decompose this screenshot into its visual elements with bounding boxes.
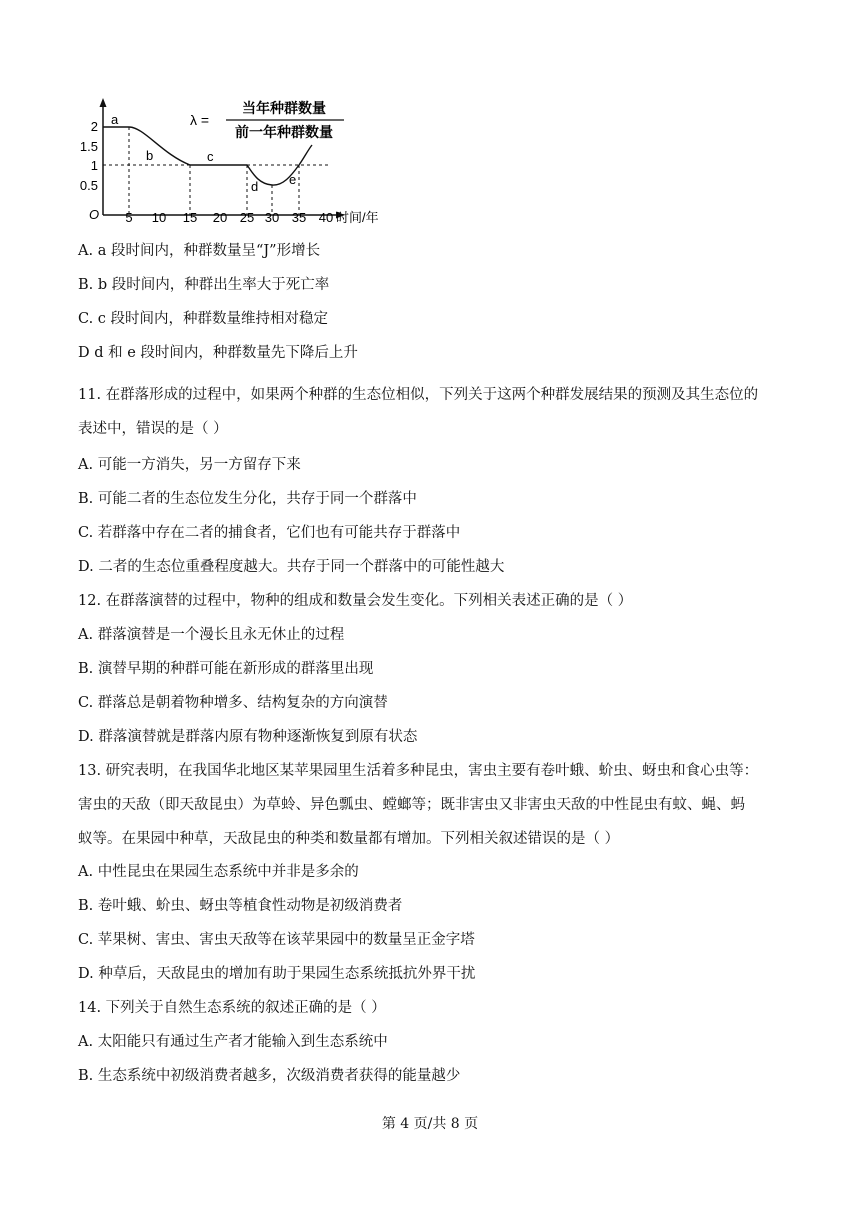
q12-option-d: D. 群落演替就是群落内原有物种逐渐恢复到原有状态 (78, 729, 418, 745)
y-tick-label: 0.5 (79, 178, 98, 193)
x-tick-label: 25 (239, 210, 255, 225)
q13-stem-line3: 蚁等。在果园中种草，天敌昆虫的种类和数量都有增加。下列相关叙述错误的是（ ） (78, 831, 620, 847)
y-tick-label: 2 (90, 119, 98, 134)
q12-option-b: B. 演替早期的种群可能在新形成的群落里出现 (78, 661, 374, 677)
q14-option-a: A. 太阳能只有通过生产者才能输入到生态系统中 (78, 1034, 388, 1050)
q13-option-d: D. 种草后，天敌昆虫的增加有助于果园生态系统抵抗外界干扰 (78, 966, 476, 982)
x-tick-label: 10 (151, 210, 167, 225)
y-tick-label: 1.5 (79, 139, 98, 154)
x-tick-label: 5 (125, 210, 133, 225)
q11-option-c: C. 若群落中存在二者的捕食者，它们也有可能共存于群落中 (78, 525, 461, 541)
q12-option-a: A. 群落演替是一个漫长且永无休止的过程 (78, 627, 345, 643)
q10-option-c: C. c 段时间内，种群数量维持相对稳定 (78, 311, 329, 327)
x-axis-unit: 时间/年 (336, 210, 379, 225)
q11-option-b: B. 可能二者的生态位发生分化，共存于同一个群落中 (78, 491, 417, 507)
q14-option-b: B. 生态系统中初级消费者越多，次级消费者获得的能量越少 (78, 1068, 461, 1084)
q11-option-a: A. 可能一方消失，另一方留存下来 (78, 457, 301, 473)
lambda-graph (79, 94, 406, 232)
page-footer: 第 4 页/共 8 页 (381, 1116, 479, 1132)
formula-denominator: 前一年种群数量 (235, 124, 333, 140)
q10-option-d: D d 和 e 段时间内，种群数量先下降后上升 (78, 345, 358, 361)
q11-option-d: D. 二者的生态位重叠程度越大。共存于同一个群落中的可能性越大 (78, 559, 505, 575)
x-tick-label: 35 (291, 210, 307, 225)
q10-option-b: B. b 段时间内，种群出生率大于死亡率 (78, 277, 330, 293)
q14-stem: 14. 下列关于自然生态系统的叙述正确的是（ ） (78, 1000, 386, 1016)
formula-numerator: 当年种群数量 (242, 100, 326, 116)
q11-stem-line2: 表述中，错误的是（ ） (78, 421, 228, 437)
x-tick-label: 20 (212, 210, 228, 225)
segment-label: e (289, 172, 297, 187)
x-tick-label: 40 (318, 210, 334, 225)
q13-stem-line2: 害虫的天敌（即天敌昆虫）为草蛉、异色瓢虫、螳螂等；既非害虫又非害虫天敌的中性昆虫有蚊、蝇、蚂 (78, 797, 745, 813)
segment-label: d (251, 179, 259, 194)
segment-label: c (207, 149, 214, 164)
x-tick-label: 30 (264, 210, 280, 225)
q13-option-c: C. 苹果树、害虫、害虫天敌等在该苹果园中的数量呈正金字塔 (78, 932, 475, 948)
y-axis-arrow (100, 98, 107, 107)
x-tick-label: 15 (182, 210, 198, 225)
q13-stem-line1: 13. 研究表明，在我国华北地区某苹果园里生活着多种昆虫，害虫主要有卷叶蛾、蚧虫、蚜虫和食心虫等： (78, 763, 759, 779)
q12-stem: 12. 在群落演替的过程中，物种的组成和数量会发生变化。下列相关表述正确的是（ ） (78, 593, 633, 609)
y-tick-label: 1 (90, 158, 98, 173)
q13-option-b: B. 卷叶蛾、蚧虫、蚜虫等植食性动物是初级消费者 (78, 898, 403, 914)
q13-option-a: A. 中性昆虫在果园生态系统中并非是多余的 (78, 864, 359, 880)
segment-label: a (111, 112, 119, 127)
segment-label: b (146, 148, 154, 163)
q10-option-a: A. a 段时间内，种群数量呈“J”形增长 (78, 243, 321, 259)
origin-label: O (89, 207, 100, 222)
q12-option-c: C. 群落总是朝着物种增多、结构复杂的方向演替 (78, 695, 388, 711)
formula-lhs: λ = (190, 112, 210, 128)
q11-stem-line1: 11. 在群落形成的过程中，如果两个种群的生态位相似，下列关于这两个种群发展结果的预测及其生态位的 (78, 387, 759, 403)
